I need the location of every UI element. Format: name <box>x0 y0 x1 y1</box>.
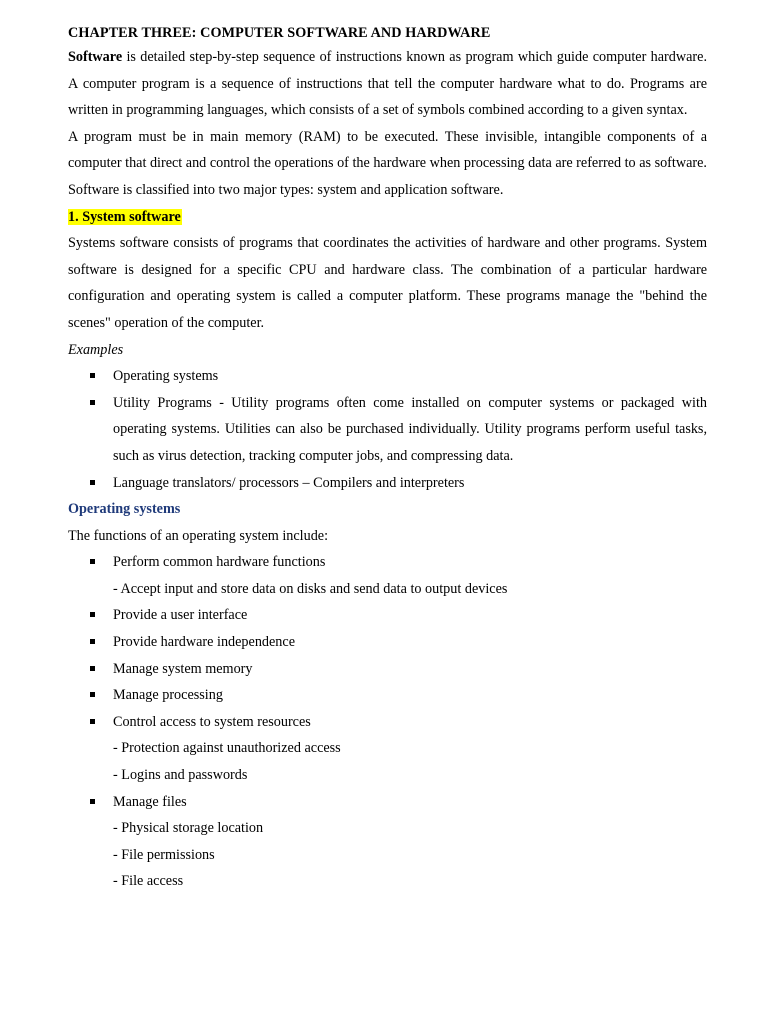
function-label: Manage system memory <box>113 660 253 677</box>
square-bullet-icon <box>90 666 95 671</box>
list-item <box>68 390 707 470</box>
list-item <box>68 629 707 656</box>
function-label: Manage processing <box>113 687 223 704</box>
square-bullet-icon <box>90 400 95 405</box>
example-text: Utility Programs - Utility programs often come installed on computer systems or packaged with operating systems. Utilities can also be purchased individually. Utility programs perform useful tasks, such as virus detection, tracking computer jobs, and compressing data. <box>113 394 707 464</box>
function-label: Control access to system resources <box>113 713 311 730</box>
function-label: Perform common hardware functions <box>113 554 326 571</box>
square-bullet-icon <box>90 612 95 617</box>
square-bullet-icon <box>90 639 95 644</box>
list-item <box>68 363 707 390</box>
square-bullet-icon <box>90 373 95 378</box>
square-bullet-icon <box>90 559 95 564</box>
square-bullet-icon <box>90 692 95 697</box>
function-label: Manage files <box>113 793 187 810</box>
intro-text: is detailed step-by-step sequence of instructions known as program which guide computer hardware. A computer program is a sequence of instructions that tell the computer hardware what to do. Programs are written in programming languages, which consists of a set of symbols combined according to a given syntax. <box>68 49 707 119</box>
operating-systems-heading: Operating systems <box>68 501 181 518</box>
square-bullet-icon <box>90 719 95 724</box>
intro-term: Software <box>68 49 123 65</box>
sub-item: - Physical storage location <box>113 820 264 837</box>
function-label: Provide a user interface <box>113 607 248 624</box>
example-text: Language translators/ processors – Compilers and interpreters <box>113 474 465 491</box>
function-label: Provide hardware independence <box>113 634 295 651</box>
square-bullet-icon <box>90 799 95 804</box>
sub-item: - Protection against unauthorized access <box>113 740 341 757</box>
list-item <box>68 470 707 497</box>
sub-item: - Logins and passwords <box>113 767 248 784</box>
list-item <box>68 549 707 576</box>
classification-paragraph: Software is classified into two major types: system and application software. <box>68 181 504 198</box>
system-software-paragraph: Systems software consists of programs that coordinates the activities of hardware and other programs. System software is designed for a specific CPU and hardware class. The combination of a particular hardware configuration and operating system is called a computer platform. These programs manage the "behind the scenes" operation of the computer. <box>68 235 707 331</box>
system-software-heading <box>68 204 707 231</box>
sub-item: - Accept input and store data on disks and send data to output devices <box>113 580 508 597</box>
examples-label: Examples <box>68 341 124 358</box>
chapter-title: CHAPTER THREE: COMPUTER SOFTWARE AND HARDWARE <box>68 25 491 41</box>
intro-paragraph <box>68 44 707 124</box>
list-item <box>68 709 707 736</box>
program-memory-paragraph: A program must be in main memory (RAM) to be executed. These invisible, intangible components of a computer that direct and control the operations of the hardware when processing data are referred to as software. <box>68 128 707 172</box>
list-item <box>68 602 707 629</box>
square-bullet-icon <box>90 480 95 485</box>
sub-item: - File permissions <box>113 846 215 863</box>
os-functions-list <box>68 549 707 895</box>
example-text: Operating systems <box>113 368 219 385</box>
list-item <box>68 656 707 683</box>
system-software-heading-text: 1. System software <box>68 208 181 225</box>
os-functions-intro: The functions of an operating system include: <box>68 527 329 544</box>
list-item <box>68 682 707 709</box>
examples-list <box>68 363 707 496</box>
list-item <box>68 789 707 816</box>
sub-item: - File access <box>113 873 184 890</box>
